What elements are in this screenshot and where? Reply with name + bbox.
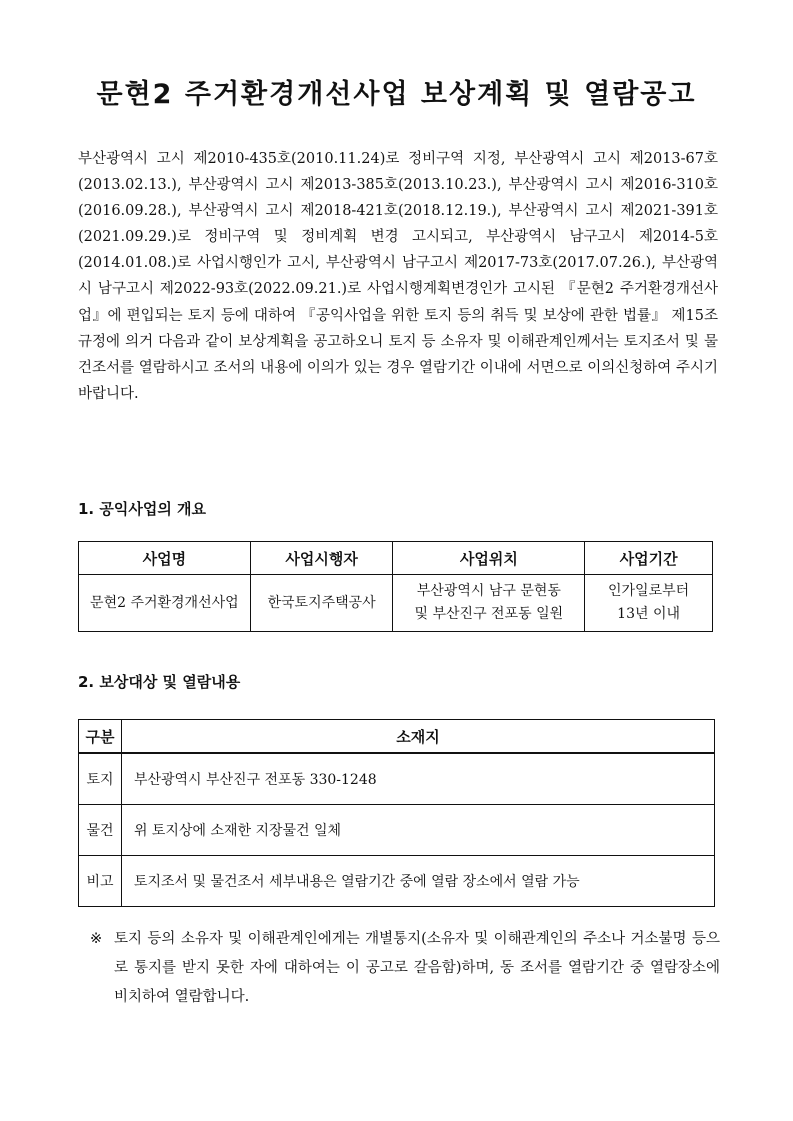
header-period: 사업기간 (585, 542, 713, 575)
period-cell (585, 575, 713, 632)
category-cell: 토지 (79, 753, 122, 805)
header-address: 소재지 (121, 720, 714, 754)
page-title: 문현2 주거환경개선사업 보상계획 및 열람공고 (96, 79, 697, 110)
table-header-row (79, 720, 715, 754)
address-cell: 부산광역시 부산진구 전포동 330-1248 (121, 753, 714, 805)
period-line-2: 13년 이내 (617, 606, 680, 622)
note-text: 토지 등의 소유자 및 이해관계인에게는 개별통지(소유자 및 이해관계인의 주소나 거소불명 등으로 통지를 받지 못한 자에 대하여는 이 공고로 갈음함)하며, 동 조서를 열람기간 중 열람장소에 비치하여 열람합니다. (114, 931, 720, 1005)
header-operator: 사업시행자 (250, 542, 393, 575)
table-row (79, 575, 713, 632)
category-cell: 물건 (79, 805, 122, 856)
header-location: 사업위치 (393, 542, 585, 575)
address-cell: 토지조서 및 물건조서 세부내용은 열람기간 중에 열람 장소에서 열람 가능 (121, 856, 714, 907)
table-row (79, 805, 715, 856)
notice-note (90, 925, 720, 1012)
operator-cell: 한국토지주택공사 (250, 575, 393, 632)
location-line-2: 및 부산진구 전포동 일원 (414, 606, 564, 622)
project-overview-table (78, 541, 713, 632)
category-cell: 비고 (79, 856, 122, 907)
table-row (79, 753, 715, 805)
table-row (79, 856, 715, 907)
section2-heading: 2. 보상대상 및 열람내용 (78, 673, 241, 691)
project-name-cell: 문현2 주거환경개선사업 (79, 575, 251, 632)
address-cell: 위 토지상에 소재한 지장물건 일체 (121, 805, 714, 856)
header-category: 구분 (79, 720, 122, 754)
location-line-1: 부산광역시 남구 문현동 (416, 583, 561, 599)
intro-paragraph: 부산광역시 고시 제2010-435호(2010.11.24)로 정비구역 지정, 부산광역시 고시 제2013-67호(2013.02.13.), 부산광역시 고시 제2013-385호(2013.10.23.), 부산광역시 고시 제2016-310호(2016.09.28.), 부산광역시 고시 제2018-421호(2018.12.19.), 부산광역시 고시 제2021-391호(2021.09.29.)로 정비구역 및 정비계획 변경 고시되고, 부산광역시 남구고시 제2014-5호(2014.01.08.)로 사업시행인가 고시, 부산광역시 남구고시 제2017-73호(2017.07.26.), 부산광역시 남구고시 제2022-93호(2022.09.21.)로 사업시행계획변경인가 고시된 『문현2 주거환경개선사업』에 편입되는 토지 등에 대하여 『공익사업을 위한 토지 등의 취득 및 보상에 관한 법률』 제15조 규정에 의거 다음과 같이 보상계획을 공고하오니 토지 등 소유자 및 이해관계인께서는 토지조서 및 물건조서를 열람하시고 조서의 내용에 이의가 있는 경우 열람기간 이내에 서면으로 이의신청하여 주시기 바랍니다. (78, 151, 718, 402)
note-reference-mark: ※ (90, 931, 103, 947)
section1-heading: 1. 공익사업의 개요 (78, 500, 207, 518)
header-project-name: 사업명 (79, 542, 251, 575)
location-cell (393, 575, 585, 632)
table-header-row (79, 542, 713, 575)
compensation-target-table (78, 719, 715, 907)
period-line-1: 인가일로부터 (608, 583, 690, 599)
